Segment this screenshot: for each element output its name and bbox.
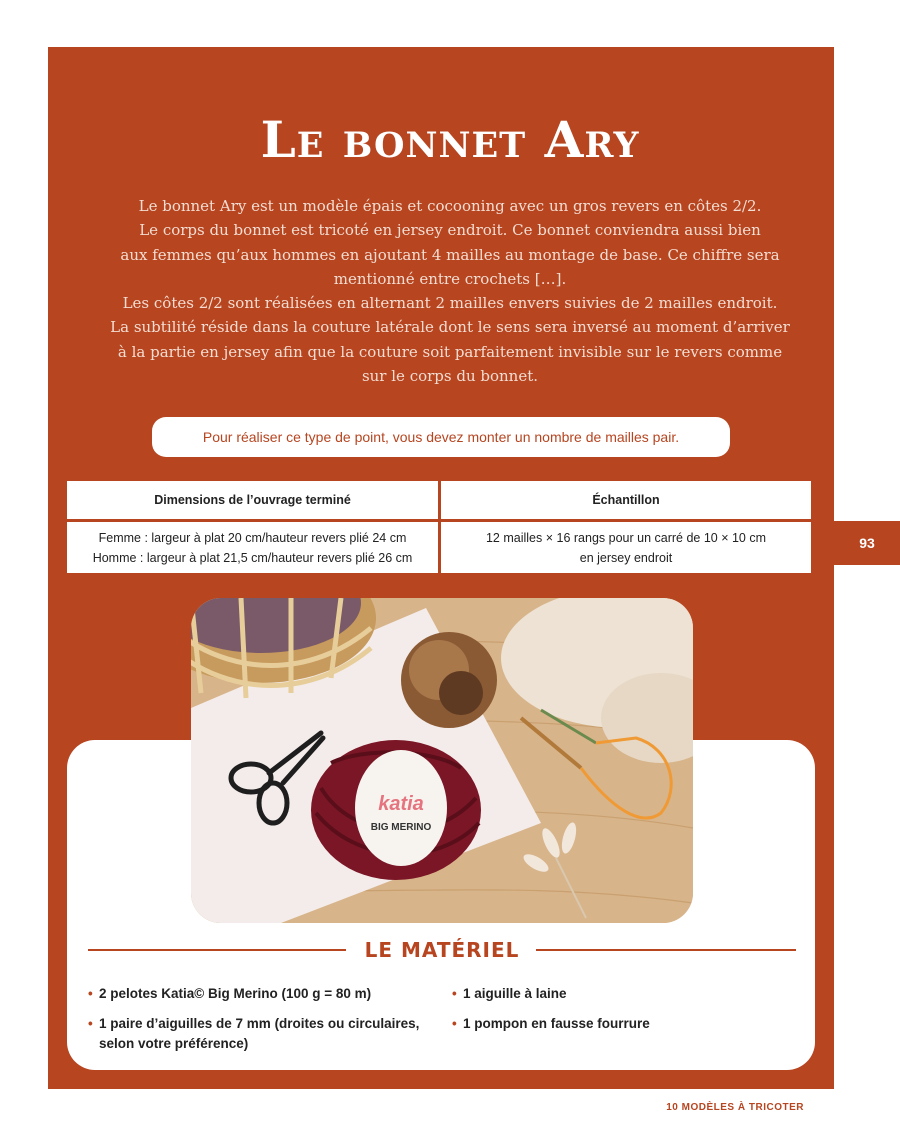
- book-footer: 10 MODÈLES À TRICOTER: [666, 1102, 804, 1113]
- yarn-name-text: BIG MERINO: [370, 822, 432, 833]
- bullet: •: [452, 986, 457, 1001]
- yarn-brand-text: katia: [378, 793, 424, 815]
- table-divider: [438, 481, 441, 573]
- intro-line: Les côtes 2/2 sont réalisées en alternant 2 mailles envers suivies de 2 mailles endroit.: [122, 294, 778, 313]
- bullet: •: [452, 1016, 457, 1031]
- bullet: •: [88, 986, 93, 1001]
- intro-line: mentionné entre crochets […].: [333, 269, 567, 288]
- page-number: 93: [834, 521, 900, 565]
- stitch-note: Pour réaliser ce type de point, vous devez monter un nombre de mailles pair.: [152, 417, 730, 457]
- materiel-list-left: [88, 984, 428, 1064]
- intro-line: aux femmes qu’aux hommes en ajoutant 4 mailles au montage de base. Ce chiffre sera: [120, 245, 780, 264]
- intro-line: La subtilité réside dans la couture latérale dont le sens sera inversé au moment d’arriver: [110, 318, 790, 337]
- list-item: • 1 paire d’aiguilles de 7 mm (droites ou circulaires, selon votre préférence): [88, 1016, 420, 1051]
- intro-text: [80, 194, 820, 388]
- materiel-heading: [88, 935, 796, 965]
- materiel-title: LE MATÉRIEL: [364, 938, 520, 962]
- dimension-femme: Femme : largeur à plat 20 cm/hauteur revers plié 24 cm: [98, 530, 407, 545]
- intro-line: à la partie en jersey afin que la couture soit parfaitement invisible sur le revers comme: [117, 342, 783, 361]
- intro-line: sur le corps du bonnet.: [361, 367, 539, 386]
- dimension-homme: Homme : largeur à plat 21,5 cm/hauteur revers plié 26 cm: [92, 550, 413, 565]
- heading-rule-right: [536, 949, 796, 951]
- photo-illustration: [191, 598, 693, 923]
- bullet: •: [88, 1016, 93, 1031]
- intro-line: Le corps du bonnet est tricoté en jersey endroit. Ce bonnet conviendra aussi bien: [139, 221, 761, 240]
- list-item: • 1 pompon en fausse fourrure: [452, 1014, 772, 1034]
- list-item: • 1 aiguille à laine: [452, 984, 772, 1004]
- page-title: Le bonnet Ary: [260, 110, 640, 169]
- product-photo: [191, 598, 693, 923]
- pompom: [401, 632, 497, 728]
- intro-line: Le bonnet Ary est un modèle épais et cocooning avec un gros revers en côtes 2/2.: [138, 197, 762, 215]
- echantillon-line: en jersey endroit: [579, 550, 673, 565]
- echantillon-line: 12 mailles × 16 rangs pour un carré de 10 × 10 cm: [485, 530, 767, 545]
- table-header-echantillon: Échantillon: [592, 493, 660, 507]
- table-cell-dimensions: [67, 522, 438, 573]
- materiel-list-right: [452, 984, 772, 1044]
- yarn-ball: [311, 740, 481, 880]
- table-cell-echantillon: [441, 522, 811, 573]
- specs-table: [67, 481, 811, 573]
- list-item: • 2 pelotes Katia© Big Merino (100 g = 80 m): [88, 984, 428, 1004]
- table-header-dimensions: Dimensions de l’ouvrage terminé: [154, 493, 351, 507]
